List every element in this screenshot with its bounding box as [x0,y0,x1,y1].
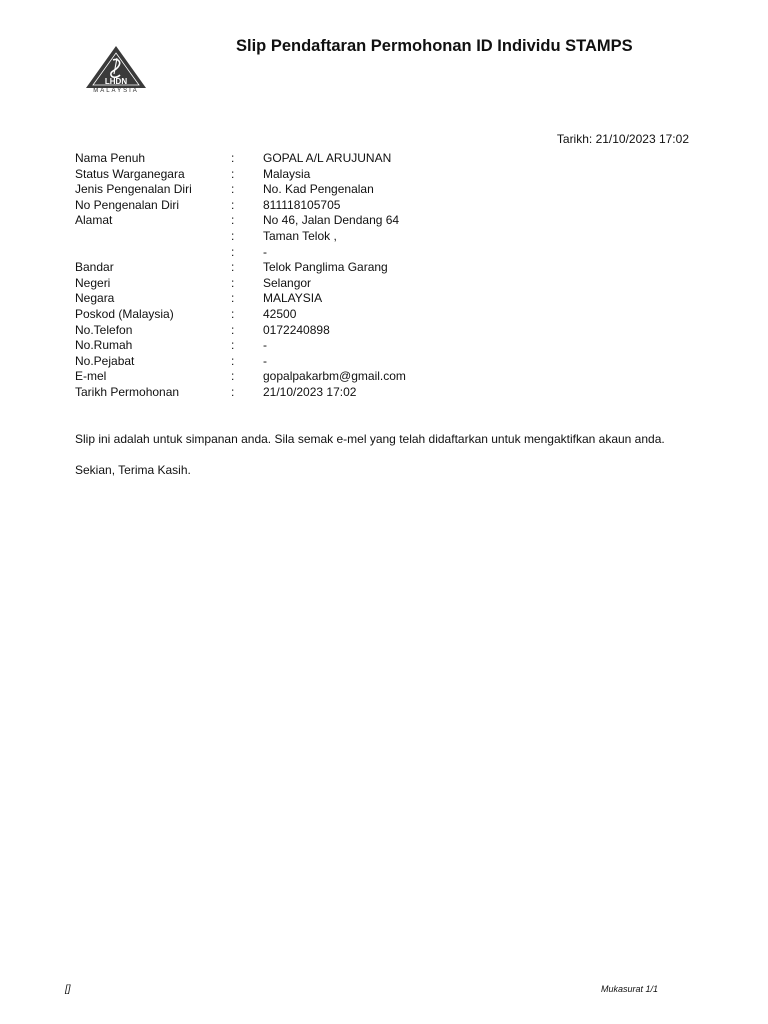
page-number: Mukasurat 1/1 [601,984,659,994]
field-label: No.Pejabat [75,353,135,368]
field-value: - [263,244,267,259]
field-value: 21/10/2023 17:02 [263,384,357,399]
logo-text: LHDN [104,77,128,86]
field-value: gopalpakarbm@gmail.com [263,369,406,384]
field-label: Negara [75,291,115,306]
field-value: - [263,338,267,353]
field-value: No 46, Jalan Dendang 64 [263,213,400,228]
field-colon: : [231,213,235,228]
field-label: Jenis Pengenalan Diri [75,182,192,197]
field-colon: : [231,275,235,290]
field-value: Taman Telok , [263,228,337,243]
field-label: No.Telefon [75,322,133,337]
field-colon: : [231,322,235,337]
closing-text: Sekian, Terima Kasih. [75,463,191,477]
logo-subtext: MALAYSIA [93,88,139,94]
field-label: Status Warganegara [75,166,185,181]
field-value: 42500 [263,306,297,321]
field-label: Poskod (Malaysia) [75,306,174,321]
field-label: Nama Penuh [75,151,146,165]
instruction-note: Slip ini adalah untuk simpanan anda. Sila semak e-mel yang telah didaftarkan untuk mengaktifkan akaun anda. [75,432,665,446]
field-label: Negeri [75,275,111,290]
footer-mark: [] [65,984,71,995]
field-colon: : [231,228,235,243]
field-value: GOPAL A/L ARUJUNAN [263,151,392,165]
date-stamp: Tarikh: 21/10/2023 17:02 [556,132,689,146]
field-value: 811118105705 [263,197,341,212]
field-colon: : [231,306,235,321]
field-value: No. Kad Pengenalan [263,182,374,197]
field-colon: : [231,166,235,181]
field-colon: : [231,338,235,353]
field-colon: : [231,384,235,399]
field-value: - [263,353,267,368]
field-value: 0172240898 [263,322,330,337]
field-colon: : [231,291,235,306]
field-colon: : [231,244,235,259]
field-label: No Pengenalan Diri [75,197,180,212]
field-label: E-mel [75,369,107,384]
field-value: Selangor [263,275,312,290]
page-title: Slip Pendaftaran Permohonan ID Individu STAMPS [236,37,633,55]
field-colon: : [231,151,235,165]
field-colon: : [231,369,235,384]
field-colon: : [231,182,235,197]
field-label: No.Rumah [75,338,133,353]
field-colon: : [231,353,235,368]
field-colon: : [231,197,235,212]
field-value: Telok Panglima Garang [263,260,388,275]
field-value: MALAYSIA [263,291,323,306]
field-label: Bandar [75,260,114,275]
field-label: Tarikh Permohonan [75,384,180,399]
field-colon: : [231,260,235,275]
field-value: Malaysia [263,166,311,181]
field-label: Alamat [75,213,113,228]
